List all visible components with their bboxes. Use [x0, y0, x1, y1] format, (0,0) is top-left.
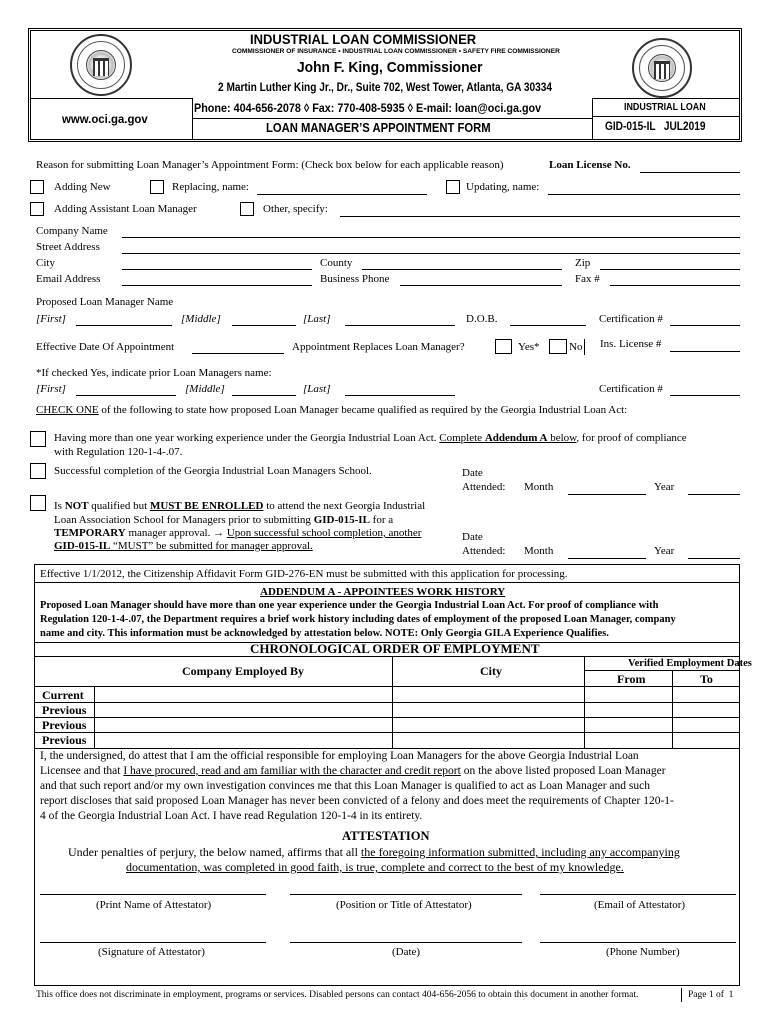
email-address-field[interactable] — [122, 285, 312, 286]
position-label: (Position or Title of Attestator) — [336, 899, 472, 911]
website[interactable]: www.oci.ga.gov — [62, 112, 148, 126]
table-row: Previous — [42, 703, 87, 717]
signature-field[interactable] — [40, 942, 266, 943]
school-attended-label: Attended: — [462, 481, 506, 493]
enroll-year-label: Year — [654, 545, 675, 557]
prior-certification-label: Certification # — [599, 383, 663, 395]
enroll-year-field[interactable] — [688, 558, 740, 559]
qualify-enroll-checkbox[interactable] — [30, 495, 46, 511]
attest-line-5: 4 of the Georgia Industrial Loan Act. I have read Regulation 120-1-4 in its entirety. — [40, 810, 423, 822]
email-attestator-label: (Email of Attestator) — [594, 899, 686, 911]
license-label: Loan License No. — [549, 159, 631, 171]
street-address-field[interactable] — [122, 253, 740, 254]
prior-first-field[interactable] — [76, 395, 176, 396]
fax-field[interactable] — [610, 285, 740, 286]
manager-middle-field[interactable] — [232, 325, 296, 326]
adding-assistant-label: Adding Assistant Loan Manager — [54, 203, 197, 215]
footer-disclaimer: This office does not discriminate in employment, programs or services. Disabled persons can contact 404-656-2056 to obtain this document in another format. — [36, 990, 639, 1000]
attest-line-1: I, the undersigned, do attest that I am the official responsible for employing Loan Managers for the above Georgia Industrial Loan — [40, 750, 639, 762]
fax-label: Fax # — [575, 273, 600, 285]
street-address-label: Street Address — [36, 241, 100, 253]
zip-field[interactable] — [600, 269, 740, 270]
qualify-experience-text: Having more than one year working experience under the Georgia Industrial Loan Act. Complete Addendum A below, for proof of compliance — [54, 432, 687, 444]
perjury-line-2: documentation, was completed in good faith, is true, complete and correct to the best of my knowledge. — [126, 860, 624, 874]
qualify-experience-checkbox[interactable] — [30, 431, 46, 447]
adding-new-label: Adding New — [54, 181, 111, 193]
perjury-line-1: Under penalties of perjury, the below named, affirms that all the foregoing information submitted, including any accompanying — [68, 845, 680, 859]
enroll-month-field[interactable] — [568, 558, 646, 559]
city-field[interactable] — [122, 269, 312, 270]
attest-line-3: and that such report and/or my own investigation convinces me that this Loan Manager is qualified to act as Loan Manager and such — [40, 780, 650, 792]
form-id-code: GID-015-IL JUL2019 — [605, 121, 706, 133]
school-year-label: Year — [654, 481, 675, 493]
replaces-no-checkbox[interactable] — [549, 339, 567, 354]
replaces-yes-checkbox[interactable] — [495, 339, 512, 354]
replaces-no-label: No — [569, 341, 583, 353]
enroll-line-3: TEMPORARY manager approval. → Upon successful school completion, another — [54, 527, 422, 539]
form-title: LOAN MANAGER’S APPOINTMENT FORM — [266, 121, 491, 135]
county-field[interactable] — [362, 269, 562, 270]
date-field[interactable] — [290, 942, 522, 943]
print-name-label: (Print Name of Attestator) — [96, 899, 212, 911]
enroll-line-2: Loan Association School for Managers prior to submitting GID-015-IL for a — [54, 514, 394, 526]
addendum-para-3: name and city. This information must be acknowledged by attestation below. NOTE: Only Georgia GILA Experience Qualifies. — [40, 628, 609, 639]
manager-first-field[interactable] — [76, 325, 172, 326]
email-attestator-field[interactable] — [540, 894, 736, 895]
col-city-header: City — [480, 664, 502, 678]
prior-last-field[interactable] — [345, 395, 455, 396]
col-company-header: Company Employed By — [182, 664, 305, 678]
replacing-name-field[interactable] — [257, 194, 427, 195]
prior-manager-note: *If checked Yes, indicate prior Loan Managers name: — [36, 367, 272, 379]
enroll-line-1: Is NOT qualified but MUST BE ENROLLED to attend the next Georgia Industrial — [54, 500, 426, 512]
updating-checkbox[interactable] — [446, 180, 460, 194]
replaces-label: Appointment Replaces Loan Manager? — [292, 341, 465, 353]
col-verified-header: Verified Employment Dates — [628, 658, 752, 669]
attest-line-4: report discloses that said proposed Loan Manager has never been convicted of a felony and does meet the requirements of Chapter 120-1- — [40, 795, 674, 807]
table-row: Current — [42, 688, 84, 702]
col-to-header: To — [700, 672, 713, 686]
qualify-school-checkbox[interactable] — [30, 463, 46, 479]
school-date-label: Date — [462, 467, 483, 479]
prior-first-label: [First] — [36, 383, 66, 395]
enroll-attended-label: Attended: — [462, 545, 506, 557]
replaces-yes-label: Yes* — [518, 341, 540, 353]
company-name-label: Company Name — [36, 225, 108, 237]
prior-last-label: [Last] — [303, 383, 331, 395]
other-specify-field[interactable] — [340, 216, 740, 217]
updating-label: Updating, name: — [466, 181, 540, 193]
header-title: INDUSTRIAL LOAN COMMISSIONER — [250, 31, 477, 47]
school-month-field[interactable] — [568, 494, 646, 495]
enroll-month-label: Month — [524, 545, 554, 557]
adding-new-checkbox[interactable] — [30, 180, 44, 194]
table-row: Previous — [42, 733, 87, 747]
ins-license-field[interactable] — [670, 351, 740, 352]
email-address-label: Email Address — [36, 273, 101, 285]
qualify-school-text: Successful completion of the Georgia Industrial Loan Managers School. — [54, 465, 372, 477]
signature-label: (Signature of Attestator) — [98, 946, 205, 958]
county-label: County — [320, 257, 353, 269]
citizenship-note: Effective 1/1/2012, the Citizenship Affidavit Form GID-276-EN must be submitted with this application for processing. — [40, 568, 568, 580]
proposed-manager-heading: Proposed Loan Manager Name — [36, 296, 174, 308]
print-name-field[interactable] — [40, 894, 266, 895]
enroll-date-label: Date — [462, 531, 483, 543]
phone-label: (Phone Number) — [606, 946, 680, 958]
address-line: 2 Martin Luther King Jr., Dr., Suite 702, West Tower, Atlanta, GA 30334 — [218, 82, 553, 94]
date-label: (Date) — [392, 946, 421, 958]
manager-middle-label: [Middle] — [181, 313, 221, 325]
manager-last-label: [Last] — [303, 313, 331, 325]
attest-line-2: Licensee and that I have procured, read and am familiar with the character and credit report on the above listed proposed Loan Manager — [40, 765, 666, 777]
effective-date-field[interactable] — [192, 353, 284, 354]
other-checkbox[interactable] — [240, 202, 254, 216]
table-row: Previous — [42, 718, 87, 732]
phone-field[interactable] — [540, 942, 736, 943]
qualify-experience-regulation: with Regulation 120-1-4-.07. — [54, 446, 183, 458]
form-id-top: INDUSTRIAL LOAN — [624, 101, 706, 113]
addendum-para-1: Proposed Loan Manager should have more than one year experience under the Georgia Industrial Loan Act. For proof of compliance with — [40, 600, 659, 611]
check-one-instruction: CHECK ONE of the following to state how proposed Loan Manager became qualified as required by the Georgia Industrial Loan Act: — [36, 404, 628, 416]
page-number: Page 1 of 1 — [688, 990, 734, 1000]
industrial-loan-commissioner-seal — [632, 38, 692, 98]
company-name-field[interactable] — [122, 237, 740, 238]
dob-field[interactable] — [510, 325, 586, 326]
addendum-para-2: Regulation 120-1-4-.07, the Department requires a brief work history including dates of employment of the proposed Loan Manager, company — [40, 614, 676, 625]
replacing-checkbox[interactable] — [150, 180, 164, 194]
reason-prompt: Reason for submitting Loan Manager’s Appointment Form: (Check box below for each applicable reason) — [36, 159, 504, 171]
prior-middle-field[interactable] — [232, 395, 296, 396]
effective-date-label: Effective Date Of Appointment — [36, 341, 175, 353]
prior-certification-field[interactable] — [670, 395, 740, 396]
position-field[interactable] — [290, 894, 522, 895]
chronological-heading: CHRONOLOGICAL ORDER OF EMPLOYMENT — [250, 641, 540, 656]
col-from-header: From — [617, 672, 646, 686]
city-label: City — [36, 257, 55, 269]
ins-license-label: Ins. License # — [600, 338, 662, 350]
adding-assistant-checkbox[interactable] — [30, 202, 44, 216]
manager-last-field[interactable] — [345, 325, 455, 326]
header-subtitle: COMMISSIONER OF INSURANCE • INDUSTRIAL LOAN COMMISSIONER • SAFETY FIRE COMMISSIONER — [232, 48, 560, 55]
school-year-field[interactable] — [688, 494, 740, 495]
dob-label: D.O.B. — [466, 313, 498, 325]
certification-label: Certification # — [599, 313, 663, 325]
contact-line: Phone: 404-656-2078 ◊ Fax: 770-408-5935 ◊ E-mail: loan@oci.ga.gov — [194, 101, 542, 115]
addendum-title: ADDENDUM A - APPOINTEES WORK HISTORY — [260, 586, 506, 598]
updating-name-field[interactable] — [548, 194, 740, 195]
commissioner-name: John F. King, Commissioner — [297, 59, 483, 76]
replacing-label: Replacing, name: — [172, 181, 249, 193]
attestation-heading: ATTESTATION — [342, 829, 430, 843]
zip-label: Zip — [575, 257, 591, 269]
school-month-label: Month — [524, 481, 554, 493]
enroll-line-4: GID-015-IL “MUST” be submitted for manager approval. — [54, 540, 313, 552]
business-phone-field[interactable] — [400, 285, 562, 286]
georgia-state-seal — [70, 34, 132, 96]
manager-first-label: [First] — [36, 313, 66, 325]
prior-middle-label: [Middle] — [185, 383, 225, 395]
other-label: Other, specify: — [263, 203, 328, 215]
business-phone-label: Business Phone — [320, 273, 390, 285]
license-no-field[interactable] — [640, 172, 740, 173]
certification-field[interactable] — [670, 325, 740, 326]
